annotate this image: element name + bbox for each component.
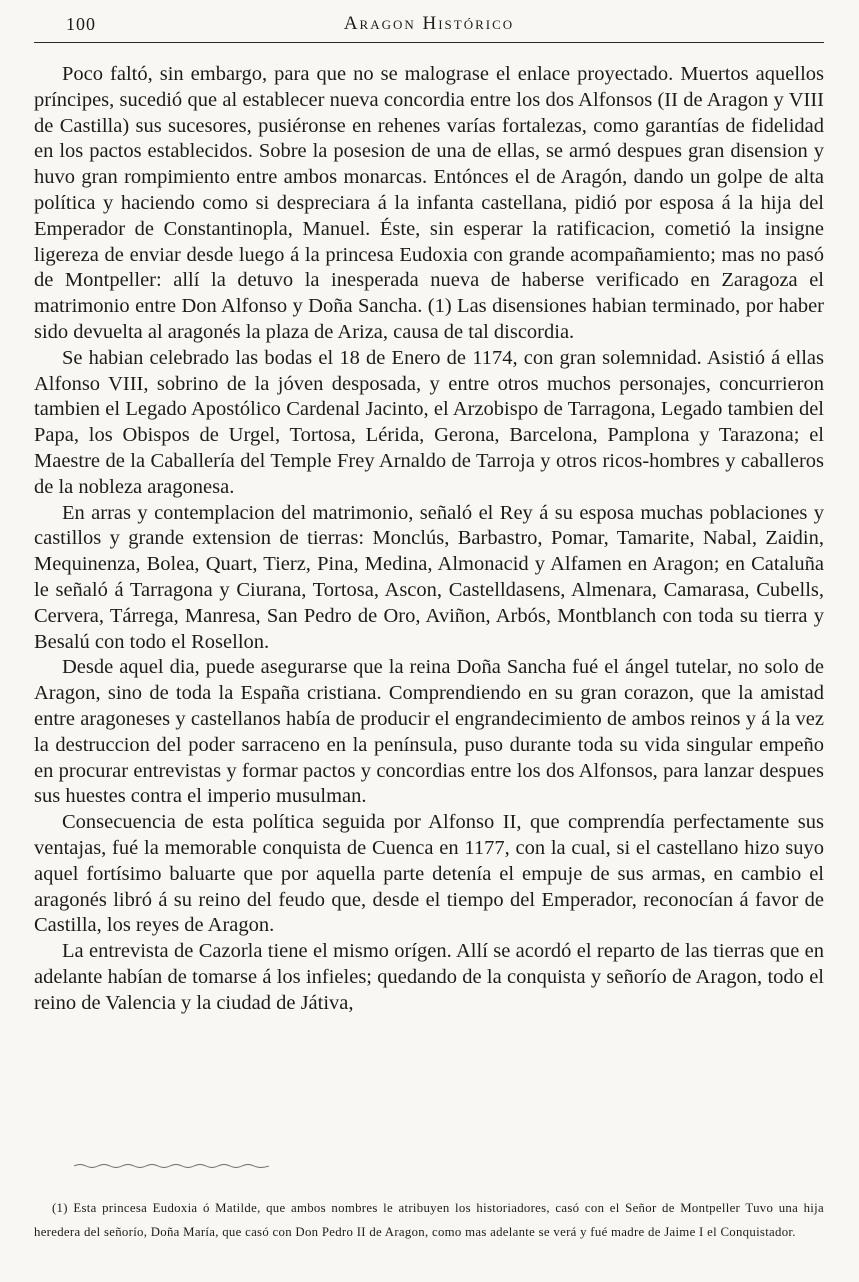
paragraph: Poco faltó, sin embargo, para que no se malograse el enlace proyectado. Muertos aquellos príncipes, sucedió que al establecer nueva concordia entre los dos Alfonsos (II de Aragon y VIII de Castilla) sus sucesores, pusiéronse en rehenes varías fortalezas, como garantías de fidelidad en los pactos establecidos. Sobre la posesion de una de ellas, se armó despues gran disension y huvo gran rompimiento entre ambos monarcas. Entónces el de Aragón, dando un golpe de alta política y haciendo como si despreciara á la infanta castellana, pidió por esposa á la hija del Emperador de Constantinopla, Manuel. Éste, sin esperar la ratificacion, cometió la insigne ligereza de enviar desde luego á la princesa Eudoxia con grande acompañamiento; mas no pasó de Montpeller: allí la detuvo la inesperada nueva de haberse verificado en Zaragoza el matrimonio entre Don Alfonso y Doña Sancha. (1) Las disensiones habian terminado, por haber sido devuelta al aragonés la plaza de Ariza, causa de tal discordia. — [34, 63, 824, 343]
book-page — [34, 0, 824, 1282]
paragraph: Desde aquel dia, puede asegurarse que la reina Doña Sancha fué el ángel tutelar, no solo de Aragon, sino de toda la España cristiana. Comprendiendo en su gran corazon, que la amistad entre aragoneses y castellanos había de producir el engrandecimiento de ambos reinos y á la vez la destruccion del poder sarraceno en la península, puso durante toda su vida singular empeño en procurar entrevistas y formar pactos y concordias entre los dos Alfonsos, para lanzar despues sus huestes contra el imperio musulman. — [34, 656, 824, 808]
paragraph: En arras y contemplacion del matrimonio, señaló el Rey á su esposa muchas poblaciones y castillos y grande extension de tierras: Monclús, Barbastro, Pomar, Tamarite, Nabal, Zaidin, Mequinenza, Bolea, Quart, Tierz, Pina, Medina, Almonacid y Alfamen en Aragon; en Cataluña le señaló á Tarragona y Ciurana, Tortosa, Ascon, Castelldasens, Almenara, Camarasa, Cubells, Cervera, Tárrega, Manresa, San Pedro de Oro, Aviñon, Arbós, Montblanch con toda su tierra y Besalú con todo el Rosellon. — [34, 501, 824, 653]
header-rule — [34, 42, 824, 43]
running-title: Aragon Histórico — [343, 13, 515, 34]
page-number: 100 — [66, 14, 96, 34]
running-head — [34, 12, 824, 36]
footnote — [34, 1196, 824, 1244]
paragraph: Consecuencia de esta política seguida por Alfonso II, que comprendía perfectamente sus ventajas, fué la memorable conquista de Cuenca en 1177, con la cual, si el castellano hizo suyo aquel fortísimo baluarte que por aquella parte detenía el empuje de sus armas, en cambio el aragonés libró á su reino del feudo que, desde el tiempo del Emperador, reconocían á favor de Castilla, los reyes de Aragon. — [34, 811, 824, 937]
footnote-ornamental-rule — [74, 1162, 269, 1170]
paragraph: Se habian celebrado las bodas el 18 de Enero de 1174, con gran solemnidad. Asistió á ellas Alfonso VIII, sobrino de la jóven desposada, y entre otros muchos personajes, concurrieron tambien el Legado Apostólico Cardenal Jacinto, el Arzobispo de Tarragona, Legado tambien del Papa, los Obispos de Urgel, Tortosa, Lérida, Gerona, Barcelona, Pamplona y Tarazona; el Maestre de la Caballería del Temple Frey Arnaldo de Tarroja y otros ricos-hombres y caballeros de la nobleza aragonesa. — [34, 346, 824, 498]
body-text — [34, 62, 824, 1016]
paragraph: La entrevista de Cazorla tiene el mismo orígen. Allí se acordó el reparto de las tierras que en adelante habían de tomarse á los infieles; quedando de la conquista y señorío de Aragon, todo el reino de Valencia y la ciudad de Játiva, — [34, 940, 824, 1014]
footnote-text: (1) Esta princesa Eudoxia ó Matilde, que ambos nombres le atribuyen los historiadores, casó con el Señor de Montpeller Tuvo una hija heredera del señorío, Doña María, que casó con Don Pedro II de Aragon, como mas adelante se verá y fué madre de Jaime I el Conquistador. — [34, 1201, 824, 1239]
